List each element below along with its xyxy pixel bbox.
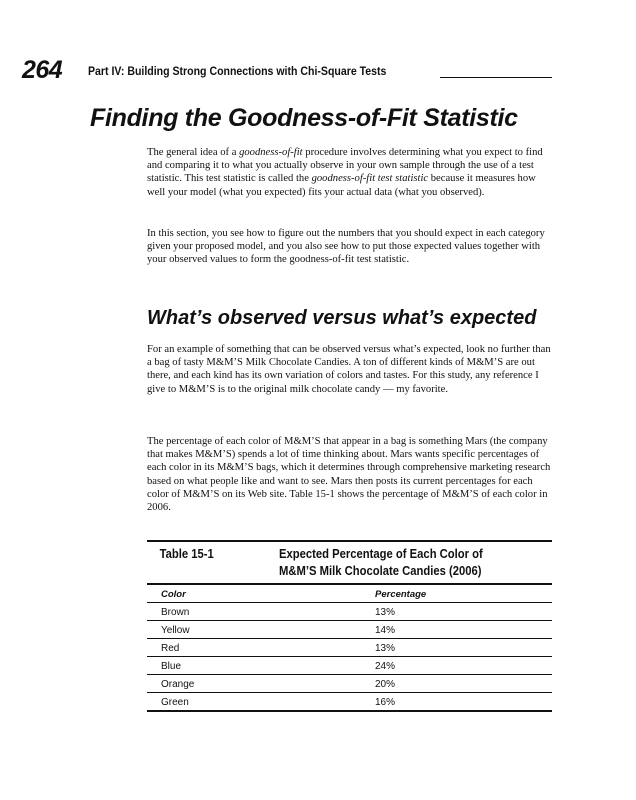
percentage-cell: 20% bbox=[375, 675, 552, 693]
section-paragraph-1: For an example of something that can be observed versus what’s expected, look no further than a bag of tasty M&M’S Milk Chocolate Candies. A ton of different kinds of M&M’S are out there, and each kind has its own variation of colors and tastes. For this study, any reference I give to M&M’S is to the original milk chocolate candy — my favorite. bbox=[147, 344, 551, 395]
column-header-color: Color bbox=[147, 585, 375, 603]
percentage-cell: 13% bbox=[375, 639, 552, 657]
color-cell: Yellow bbox=[147, 621, 375, 639]
table-caption bbox=[147, 542, 552, 582]
color-table bbox=[147, 585, 552, 712]
table-row bbox=[147, 675, 552, 693]
intro-paragraph-2: In this section, you see how to figure out the numbers that you should expect in each category given your proposed model, and you also see how to put those expected values together with your observed values to form the goodness-of-fit test statistic. bbox=[147, 228, 545, 266]
table-title-line-2: M&M’S Milk Chocolate Candies (2006) bbox=[279, 564, 482, 578]
column-header-percentage: Percentage bbox=[375, 585, 552, 603]
percentage-cell: 16% bbox=[375, 693, 552, 712]
intro-text-a: The general idea of a bbox=[147, 147, 240, 158]
table-header-row bbox=[147, 585, 552, 603]
intro-text-c: because it measures how well your model (what you expected) fits your actual data (what you observed). bbox=[147, 173, 536, 198]
color-cell: Green bbox=[147, 693, 375, 712]
color-cell: Blue bbox=[147, 657, 375, 675]
intro-paragraph-1 bbox=[147, 146, 552, 199]
table-row bbox=[147, 603, 552, 621]
table-row bbox=[147, 621, 552, 639]
table-title bbox=[279, 546, 525, 582]
color-cell: Red bbox=[147, 639, 375, 657]
section-title: What’s observed versus what’s expected bbox=[147, 307, 537, 329]
intro-text-b: procedure involves determining what you expect to find and comparing it to what you actually observe in your own sample through the use of a test statistic. This test statistic is called the bbox=[147, 147, 543, 185]
running-head: Part IV: Building Strong Connections with Chi-Square Tests bbox=[88, 64, 387, 78]
percentage-cell: 13% bbox=[375, 603, 552, 621]
table-title-line-1: Expected Percentage of Each Color of bbox=[279, 547, 483, 561]
term-goodness-of-fit: goodness-of-fit bbox=[239, 147, 303, 158]
table-row bbox=[147, 693, 552, 712]
table-number: Table 15-1 bbox=[159, 547, 214, 561]
color-cell: Orange bbox=[147, 675, 375, 693]
table-row bbox=[147, 639, 552, 657]
page-number: 264 bbox=[22, 56, 63, 84]
percentage-table bbox=[147, 540, 552, 712]
header-rule bbox=[440, 77, 552, 78]
section-paragraph-2: The percentage of each color of M&M’S that appear in a bag is something Mars (the company that makes M&M’S) spends a lot of time thinking about. Mars wants specific percentages of each color in its M&M’S bags, which it determines through comprehensive marketing research based on what people like and want to see. Mars then posts its current percentages for each color of M&M’S on its Web site. Table 15-1 shows the percentage of M&M’S of each color in 2006. bbox=[147, 436, 551, 514]
percentage-cell: 24% bbox=[375, 657, 552, 675]
percentage-cell: 14% bbox=[375, 621, 552, 639]
chapter-title: Finding the Goodness-of-Fit Statistic bbox=[90, 104, 518, 132]
term-test-statistic: goodness-of-fit test statistic bbox=[311, 173, 429, 185]
table-row bbox=[147, 657, 552, 675]
color-cell: Brown bbox=[147, 603, 375, 621]
